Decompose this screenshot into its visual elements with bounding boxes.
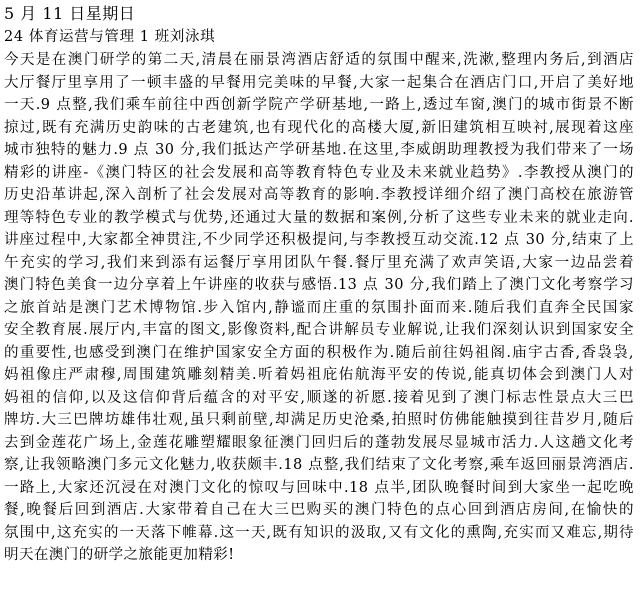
body-line: 澳门特色美食一边分享着上午讲座的收获与感悟.13 点 30 分,我们踏上了澳门文化考察学习 xyxy=(4,277,634,293)
body-line: 一路上,大家还沉浸在对澳门文化的惊叹与回味中.18 点半,团队晚餐时间到大家坐一起吃晚 xyxy=(4,479,634,496)
body-line: 的重要性,也感受到澳门在维护国家安全方面的积极作为.随后前往妈祖阁.庙宇古香,香袅袅, xyxy=(4,344,634,361)
document xyxy=(4,2,640,567)
body-line: 历史沿革讲起,深入剖析了社会发展对高等教育的影响.李教授详细介绍了澳门高校在旅游管 xyxy=(4,187,634,203)
body-line: 氛围中,这充实的一天落下帷幕.这一天,既有知识的汲取,又有文化的熏陶,充实而又难忘,期待 xyxy=(4,524,634,541)
body-line: 午充实的学习,我们来到添有运餐厅享用团队午餐.餐厅里充满了欢声笑语,大家一边品尝着 xyxy=(4,254,634,271)
body-line: 精彩的讲座-《澳门特区的社会发展和高等教育特色专业及未来就业趋势》.李教授从澳门的 xyxy=(4,164,634,181)
body-line: 一天.9 点整,我们乘车前往中西创新学院产学研基地,一路上,透过车窗,澳门的城市街景不断 xyxy=(4,97,634,113)
body-line: 明天在澳门的研学之旅能更加精彩! xyxy=(4,547,235,563)
body-line: 察,让我领略澳门多元文化魅力,收获颇丰.18 点整,我们结束了文化考察,乘车返回丽景湾酒店. xyxy=(4,457,634,473)
body-line: 城市独特的魅力.9 点 30 分,我们抵达产学研基地.在这里,李威朗助理教授为我们带来了一场 xyxy=(4,142,634,158)
body-line: 之旅首站是澳门艺术博物馆.步入馆内,静谧而庄重的氛围扑面而来.随后我们直奔全民国家 xyxy=(4,299,634,316)
body-paragraph xyxy=(4,49,640,567)
body-line: 理等特色专业的教学模式与优势,还通过大量的数据和案例,分析了这些专业未来的就业走向. xyxy=(4,209,634,226)
body-line: 今天是在澳门研学的第二天,清晨在丽景湾酒店舒适的氛围中醒来,洗漱,整理内务后,到酒店 xyxy=(4,52,634,68)
body-line: 牌坊.大三巴牌坊雄伟壮观,虽只剩前壁,却满足历史沧桑,拍照时仿佛能触摸到往昔岁月,随后 xyxy=(4,412,634,428)
body-line: 讲座过程中,大家都全神贯注,不少同学还积极提问,与李教授互动交流.12 点 30 分,结束了上 xyxy=(4,232,634,248)
body-line: 去到金莲花广场上,金莲花雕塑耀眼象征澳门回归后的蓬勃发展尽显城市活力.人这趟文化考 xyxy=(4,434,634,451)
author-line: 24 体育运营与管理 1 班刘泳琪 xyxy=(4,29,216,45)
body-line: 掠过,既有充满历史韵味的古老建筑,也有现代化的高楼大厦,新旧建筑相互映衬,展现着这座 xyxy=(4,119,634,136)
body-line: 大厅餐厅里享用了一顿丰盛的早餐用完美味的早餐,大家一起集合在酒店门口,开启了美好地 xyxy=(4,74,634,91)
body-line: 妈祖的信仰,以及这信仰背后蕴含的对平安,顺遂的祈愿.接着见到了澳门标志性景点大三巴 xyxy=(4,389,634,406)
body-line: 妈祖像庄严肃穆,周围建筑雕刻精美.听着妈祖庇佑航海平安的传说,能真切体会到澳门人对 xyxy=(4,367,634,383)
body-line: 安全教育展.展厅内,丰富的图文,影像资料,配合讲解员专业解说,让我们深刻认识到国家安全 xyxy=(4,322,634,338)
body-line: 餐,晚餐后回到酒店.大家带着自己在大三巴购买的澳门特色的点心回到酒店房间,在愉快的 xyxy=(4,502,634,518)
date-heading: 5 月 11 日星期日 xyxy=(4,4,136,23)
